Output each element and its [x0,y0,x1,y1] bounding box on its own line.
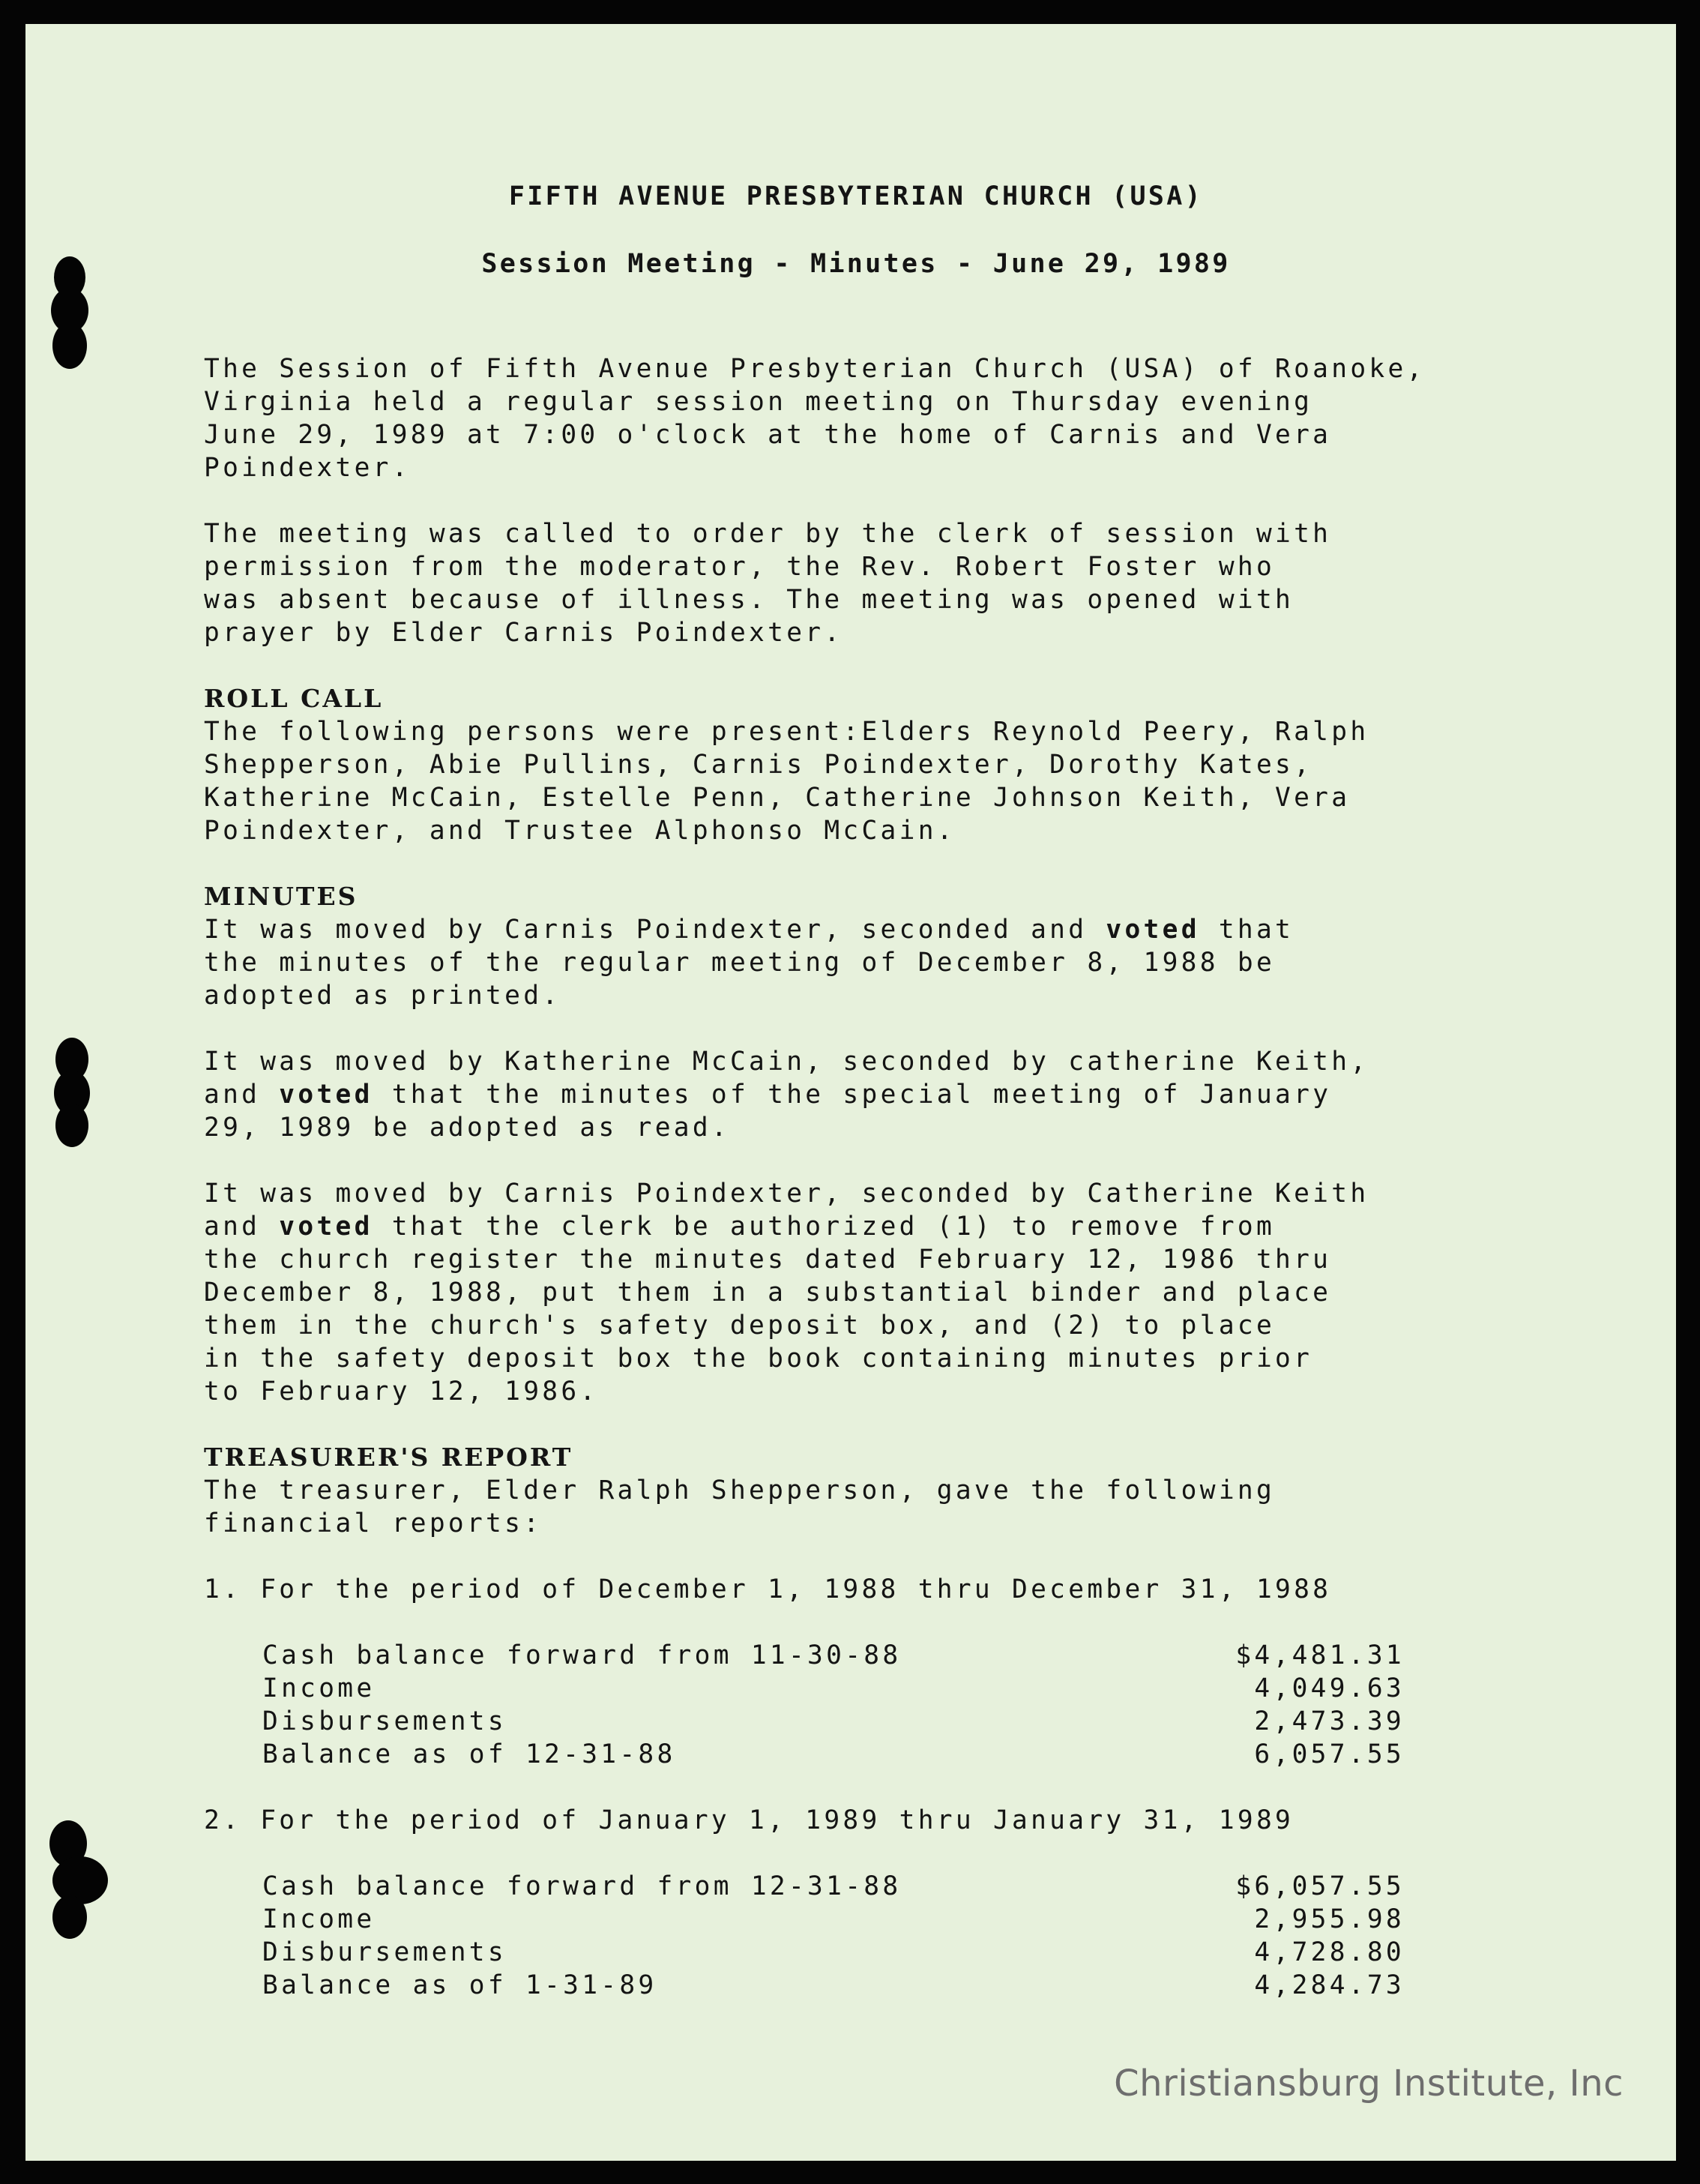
ledger-label: Disbursements [262,1706,507,1736]
ledger-label: Balance as of 12-31-88 [262,1739,676,1769]
ledger-label: Income [262,1673,376,1703]
ledger-amount: 4,049.63 [1254,1673,1405,1703]
report-period-1: 1. For the period of December 1, 1988 thru December 31, 1988 [204,1574,1332,1604]
ledger-label: Cash balance forward from 12-31-88 [262,1871,902,1901]
ledger-amount: $6,057.55 [1235,1871,1405,1901]
voted-emphasis: voted [1106,915,1200,945]
ledger-row [262,1738,1405,1771]
minutes-document [204,150,1553,2002]
punch-hole-bottom-c [52,1895,87,1939]
voted-emphasis: voted [279,1080,373,1110]
document-subtitle: Session Meeting - Minutes - June 29, 1989 [481,249,1231,279]
ledger-label: Disbursements [262,1937,507,1967]
ledger-amount: 4,284.73 [1254,1970,1405,2000]
punch-hole-mid-c [55,1104,88,1147]
motion-text: that the clerk be authorized (1) to remove from the church register the minutes dated February 12, 1986 thru December 8, 1988, put them in a substantial binder and place them in the church's safety deposit box, and (2) to place in the safety deposit box the book containing minutes prior to February 12, 1986. [204,1212,1332,1407]
intro-paragraph: The Session of Fifth Avenue Presbyterian Church (USA) of Roanoke, Virginia held a regular session meeting on Thursday evening June 29, 1989 at 7:00 o'clock at the home of Carnis and Vera Poindexter. [204,354,1426,483]
ledger-row [262,1936,1405,1969]
minutes-motion-2 [204,1045,1553,1144]
minutes-motion-3 [204,1177,1553,1408]
call-to-order-paragraph: The meeting was called to order by the clerk of session with permission from the moderator, the Rev. Robert Foster who was absent because of illness. The meeting was opened with prayer by Elder Carnis Poindexter. [204,519,1332,648]
ledger-row [262,1639,1405,1672]
treasurer-heading: TREASURER'S REPORT [204,1443,573,1472]
motion-text: It was moved by Carnis Poindexter, seconded by Catherine Keith and [204,1179,1369,1242]
ledger-label: Cash balance forward from 11-30-88 [262,1640,902,1670]
motion-text: that the minutes of the regular meeting of December 8, 1988 be adopted as printed. [204,915,1294,1011]
voted-emphasis: voted [279,1212,373,1242]
ledger-amount: 4,728.80 [1254,1937,1405,1967]
motion-text: It was moved by Katherine McCain, seconded by catherine Keith, and [204,1047,1369,1110]
treasurer-intro: The treasurer, Elder Ralph Shepperson, gave the following financial reports: [204,1475,1276,1538]
document-title: FIFTH AVENUE PRESBYTERIAN CHURCH (USA) [508,181,1204,211]
roll-call-paragraph: The following persons were present:Elders Reynold Peery, Ralph Shepperson, Abie Pullins, Carnis Poindexter, Dorothy Kates, Katherine McCain, Estelle Penn, Catherine Johnson Keith, Vera Poindexter, and Trustee Alphonso McCain. [204,717,1369,846]
ledger-2 [262,1870,1405,2002]
ledger-row [262,1969,1405,2002]
motion-text: that the minutes of the special meeting of January 29, 1989 be adopted as read. [204,1080,1332,1143]
ledger-amount: $4,481.31 [1235,1640,1405,1670]
ledger-label: Income [262,1904,376,1934]
ledger-amount: 2,473.39 [1254,1706,1405,1736]
ledger-row [262,1672,1405,1705]
ledger-amount: 6,057.55 [1254,1739,1405,1769]
motion-text: It was moved by Carnis Poindexter, seconded and [204,915,1106,945]
ledger-row [262,1903,1405,1936]
ledger-row [262,1705,1405,1738]
ledger-label: Balance as of 1-31-89 [262,1970,657,2000]
ledger-1 [262,1639,1405,1771]
ledger-row [262,1870,1405,1903]
minutes-heading: MINUTES [204,882,358,911]
minutes-motion-1 [204,913,1553,1012]
roll-call-heading: ROLL CALL [204,684,384,713]
archive-watermark: Christiansburg Institute, Inc [1114,2063,1624,2105]
punch-hole-top-c [52,322,87,369]
punch-hole-bottom-b [52,1856,108,1904]
ledger-amount: 2,955.98 [1254,1904,1405,1934]
report-period-2: 2. For the period of January 1, 1989 thru January 31, 1989 [204,1805,1294,1835]
